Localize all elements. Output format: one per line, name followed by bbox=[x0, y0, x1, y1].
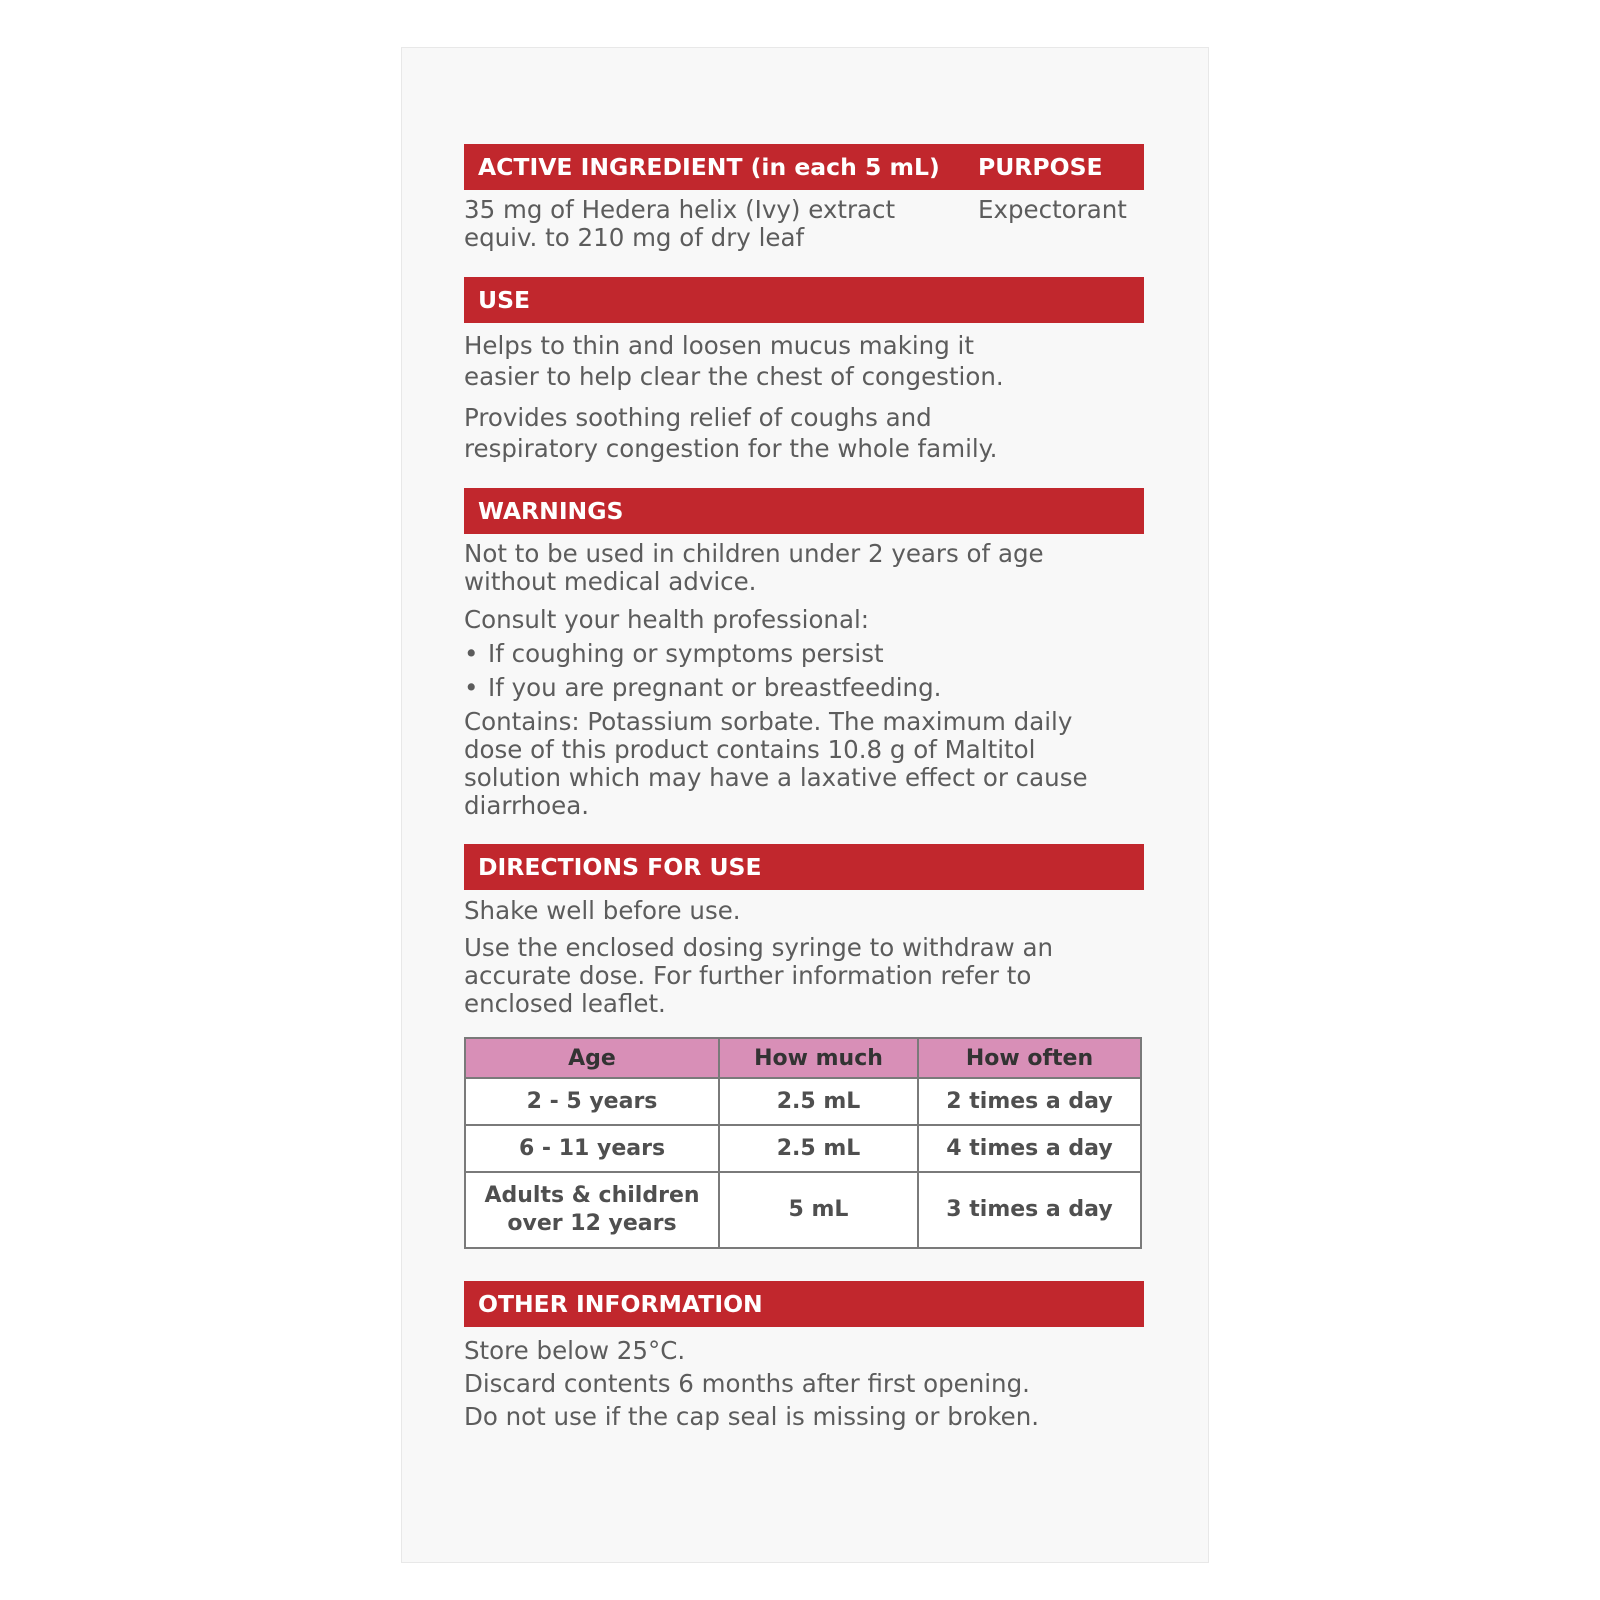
age-cell-line: Adults & children bbox=[484, 1183, 700, 1208]
directions-header bbox=[464, 844, 1144, 890]
table-row bbox=[465, 1078, 1141, 1125]
directions-line: enclosed leaflet. bbox=[464, 989, 666, 1018]
use-paragraph-1 bbox=[464, 330, 1004, 392]
label-panel bbox=[401, 47, 1209, 1563]
bullet-text: If coughing or symptoms persist bbox=[488, 639, 884, 668]
use-line: easier to help clear the chest of congestion. bbox=[464, 362, 1004, 391]
age-cell: 6 - 11 years bbox=[465, 1125, 719, 1172]
warnings-header bbox=[464, 488, 1144, 534]
bullet-icon: • bbox=[464, 673, 479, 702]
use-line: Helps to thin and loosen mucus making it bbox=[464, 331, 974, 360]
table-row bbox=[465, 1125, 1141, 1172]
age-cell: 2 - 5 years bbox=[465, 1078, 719, 1125]
column-header-how-much: How much bbox=[719, 1038, 918, 1078]
warnings-line: dose of this product contains 10.8 g of Maltitol bbox=[464, 735, 1036, 764]
bullet-icon: • bbox=[464, 639, 479, 668]
amount-cell: 2.5 mL bbox=[719, 1078, 918, 1125]
directions-line: accurate dose. For further information refer to bbox=[464, 961, 1032, 990]
frequency-cell: 2 times a day bbox=[918, 1078, 1141, 1125]
directions-title: DIRECTIONS FOR USE bbox=[478, 853, 762, 881]
purpose-title: PURPOSE bbox=[978, 153, 1103, 181]
frequency-cell: 4 times a day bbox=[918, 1125, 1141, 1172]
active-ingredient-title: ACTIVE INGREDIENT (in each 5 mL) bbox=[478, 153, 940, 181]
amount-cell: 2.5 mL bbox=[719, 1125, 918, 1172]
other-information-text bbox=[464, 1334, 1039, 1433]
ingredient-line: equiv. to 210 mg of dry leaf bbox=[464, 223, 805, 252]
column-header-age: Age bbox=[465, 1038, 719, 1078]
warnings-consult-text: Consult your health professional: bbox=[464, 605, 870, 634]
active-ingredient-text bbox=[464, 196, 895, 252]
warnings-bullet-2 bbox=[464, 674, 941, 702]
warnings-line: solution which may have a laxative effect or cause bbox=[464, 763, 1088, 792]
warnings-age-text bbox=[464, 540, 1044, 596]
directions-shake-text: Shake well before use. bbox=[464, 896, 741, 925]
amount-cell: 5 mL bbox=[719, 1172, 918, 1248]
frequency-cell: 3 times a day bbox=[918, 1172, 1141, 1248]
use-paragraph-2 bbox=[464, 402, 997, 464]
warnings-line: Not to be used in children under 2 years of age bbox=[464, 539, 1044, 568]
use-title: USE bbox=[478, 286, 531, 314]
other-line: Store below 25°C. bbox=[464, 1336, 686, 1365]
warnings-line: without medical advice. bbox=[464, 567, 757, 596]
other-information-title: OTHER INFORMATION bbox=[478, 1290, 763, 1318]
other-information-header bbox=[464, 1281, 1144, 1327]
age-cell-line: over 12 years bbox=[507, 1211, 677, 1236]
use-line: Provides soothing relief of coughs and bbox=[464, 403, 932, 432]
use-header bbox=[464, 277, 1144, 323]
dosage-table-header-row bbox=[465, 1038, 1141, 1078]
ingredient-line: 35 mg of Hedera helix (Ivy) extract bbox=[464, 195, 896, 224]
warnings-contains-text bbox=[464, 708, 1088, 820]
dosage-table bbox=[464, 1037, 1142, 1249]
warnings-line: Contains: Potassium sorbate. The maximum daily bbox=[464, 707, 1073, 736]
directions-syringe-text bbox=[464, 934, 1053, 1018]
bullet-text: If you are pregnant or breastfeeding. bbox=[488, 673, 942, 702]
warnings-bullet-1 bbox=[464, 640, 884, 668]
warnings-title: WARNINGS bbox=[478, 497, 624, 525]
other-line: Do not use if the cap seal is missing or broken. bbox=[464, 1402, 1040, 1431]
directions-line: Use the enclosed dosing syringe to withdraw an bbox=[464, 933, 1054, 962]
column-header-how-often: How often bbox=[918, 1038, 1141, 1078]
table-row bbox=[465, 1172, 1141, 1248]
warnings-line: diarrhoea. bbox=[464, 791, 590, 820]
active-ingredient-header bbox=[464, 144, 1144, 190]
other-line: Discard contents 6 months after first opening. bbox=[464, 1369, 1030, 1398]
age-cell bbox=[465, 1172, 719, 1248]
purpose-text: Expectorant bbox=[978, 195, 1127, 224]
use-line: respiratory congestion for the whole family. bbox=[464, 434, 998, 463]
